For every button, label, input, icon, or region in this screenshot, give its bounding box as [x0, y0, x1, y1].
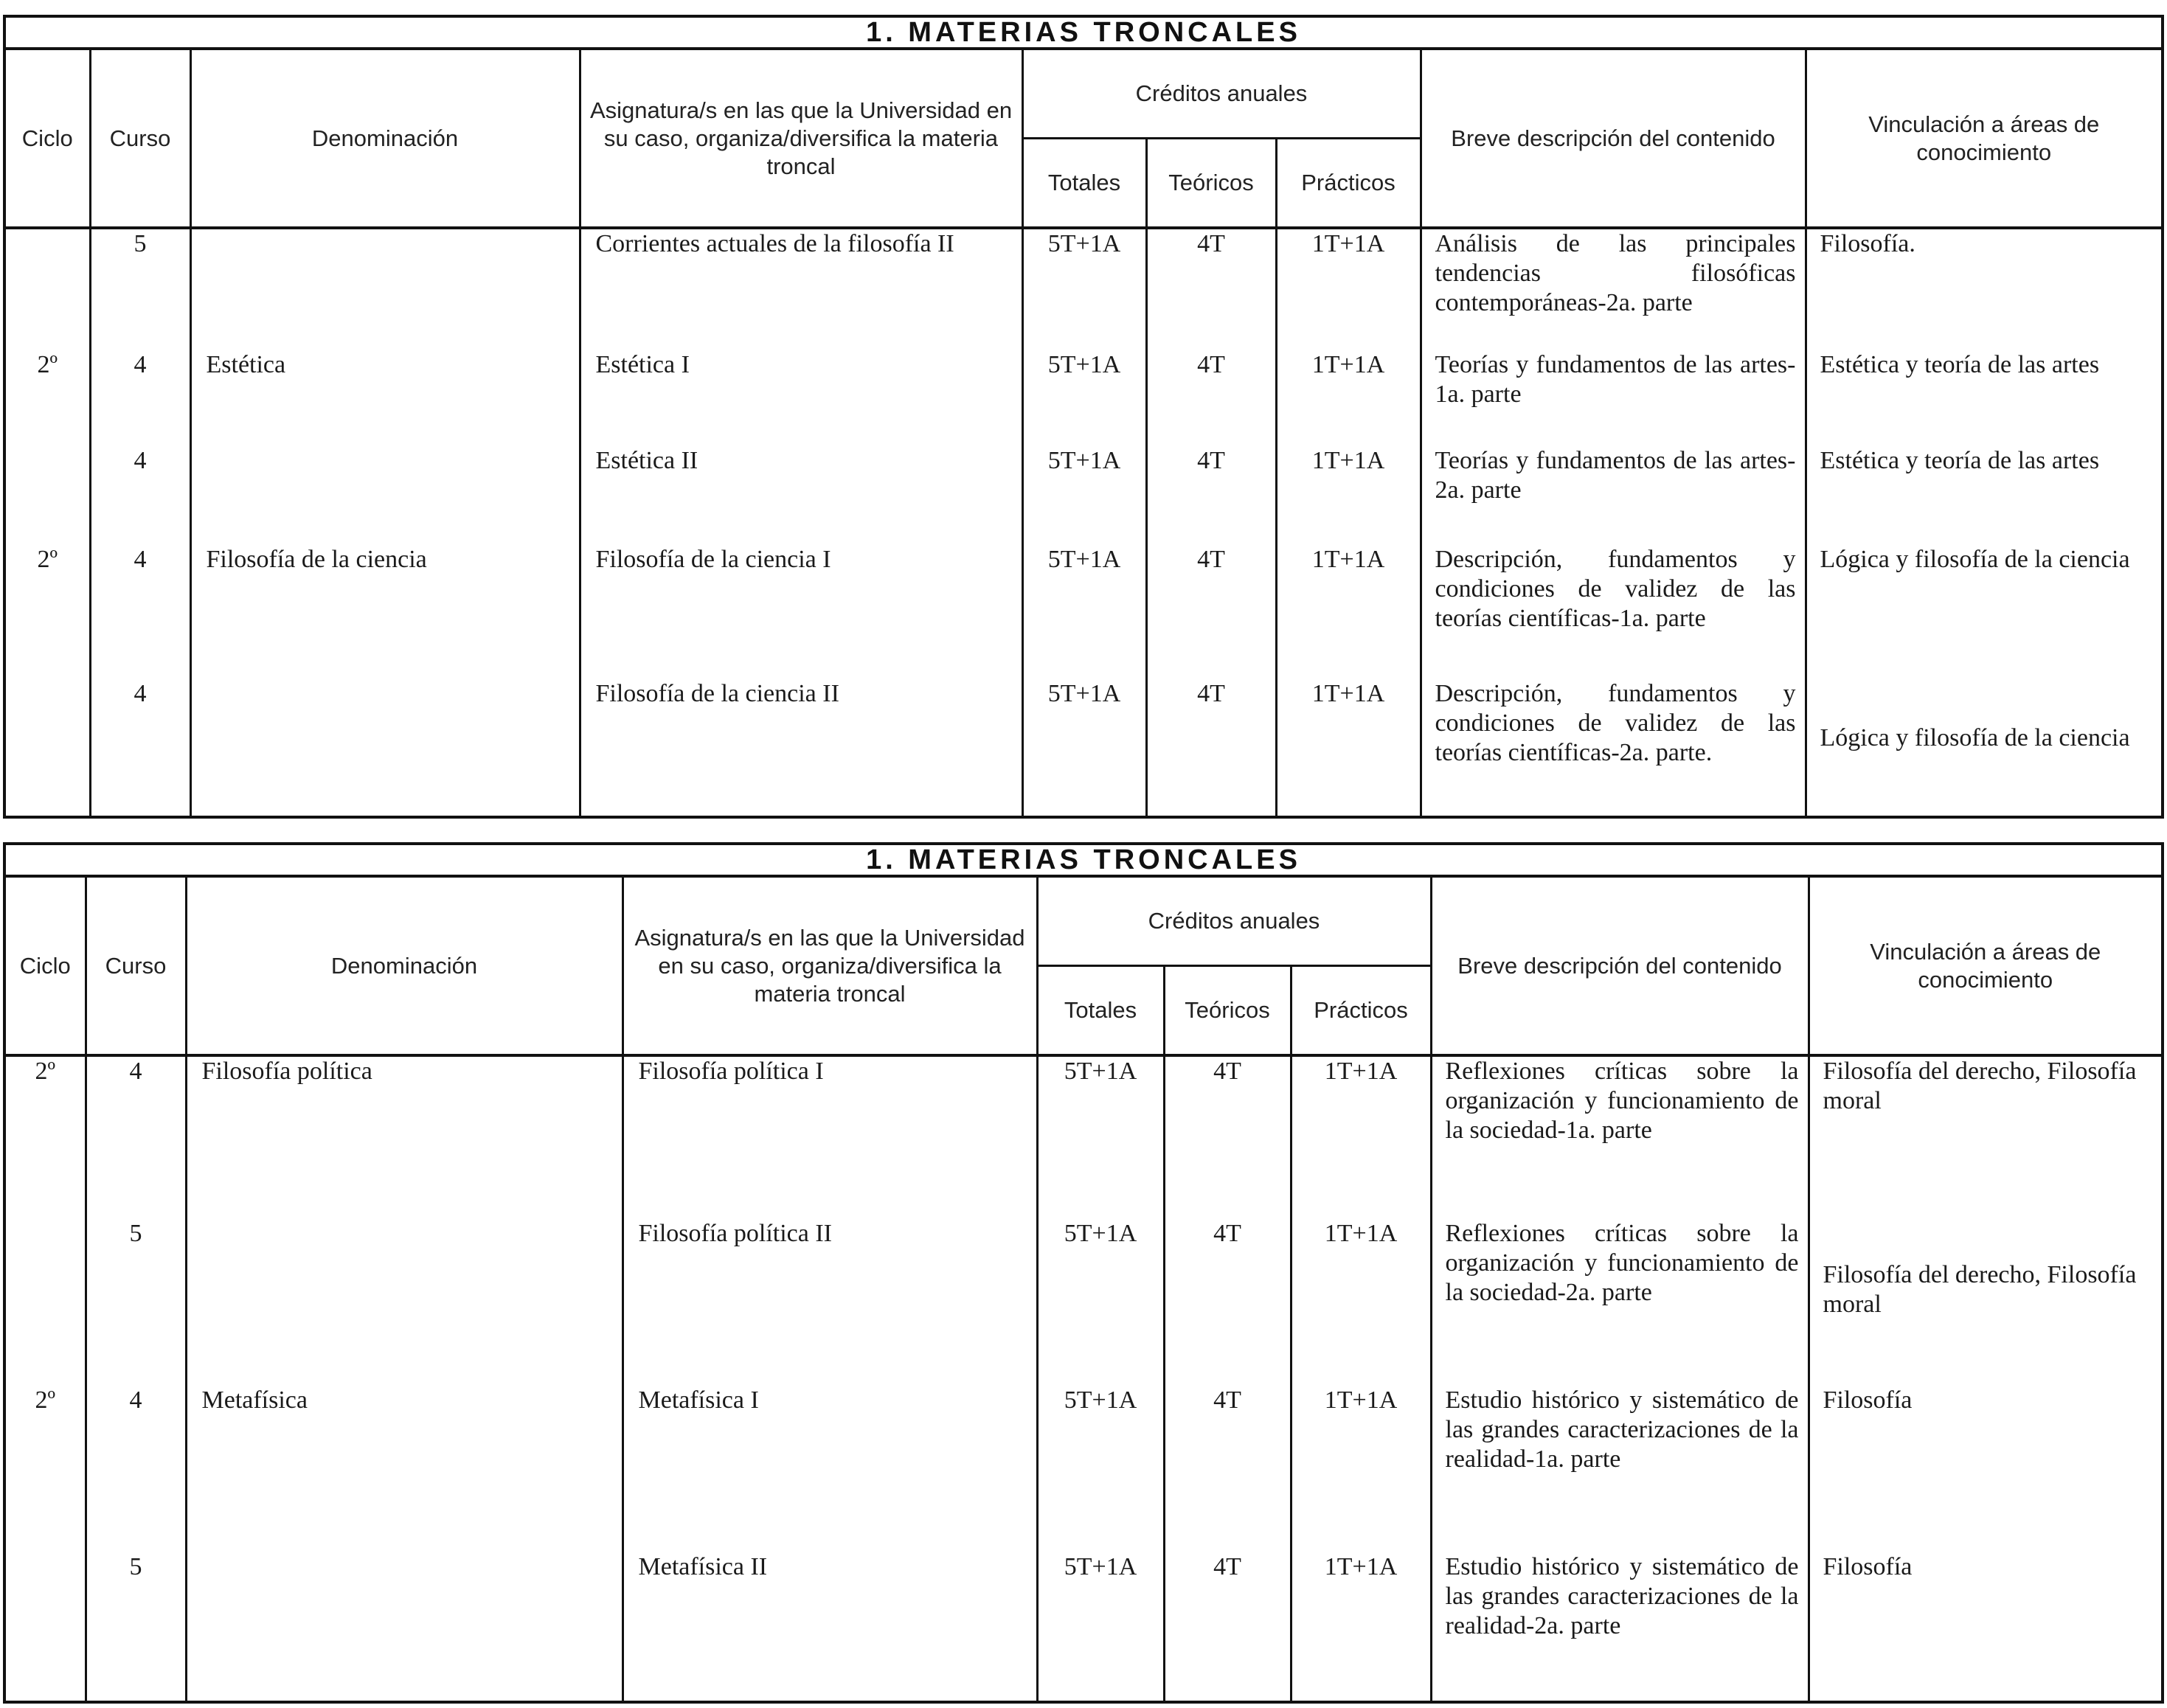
cell-ciclo	[4, 446, 90, 545]
cell-totales: 5T+1A	[1022, 679, 1146, 817]
cell-denominacion	[190, 228, 580, 350]
header-descripcion: Breve descripción del contenido	[1421, 49, 1806, 228]
header-totales: Totales	[1022, 139, 1146, 229]
cell-practicos: 1T+1A	[1291, 1055, 1431, 1219]
cell-vinculacion: Filosofía del derecho, Filosofía moral	[1809, 1055, 2163, 1219]
cell-teoricos: 4T	[1146, 350, 1276, 446]
cell-ciclo: 2º	[4, 1386, 86, 1552]
cell-ciclo: 2º	[4, 545, 90, 679]
cell-curso: 4	[90, 545, 190, 679]
cell-descripcion: Estudio histórico y sistemático de las grandes caracterizaciones de la realidad-1a. parte	[1431, 1386, 1809, 1552]
cell-denominacion	[190, 679, 580, 817]
cell-vinculacion: Filosofía del derecho, Filosofía moral	[1809, 1219, 2163, 1386]
cell-descripcion: Teorías y fundamentos de las artes-2a. parte	[1421, 446, 1806, 545]
header-denominacion: Denominación	[190, 49, 580, 228]
cell-practicos: 1T+1A	[1276, 228, 1421, 350]
cell-totales: 5T+1A	[1037, 1219, 1164, 1386]
cell-totales: 5T+1A	[1022, 545, 1146, 679]
cell-ciclo: 2º	[4, 350, 90, 446]
header-creditos: Créditos anuales	[1037, 876, 1431, 966]
table-row	[4, 1386, 2163, 1552]
cell-teoricos: 4T	[1164, 1219, 1291, 1386]
header-asignaturas: Asignatura/s en las que la Universidad en su caso, organiza/diversifica la materia troncal	[580, 49, 1022, 228]
cell-vinculacion: Filosofía.	[1806, 228, 2163, 350]
cell-denominacion: Filosofía política	[186, 1055, 623, 1219]
cell-asignatura: Metafísica II	[623, 1552, 1037, 1702]
cell-curso: 4	[86, 1055, 186, 1219]
cell-descripcion: Descripción, fundamentos y condiciones de validez de las teorías científicas-1a. parte	[1421, 545, 1806, 679]
cell-asignatura: Estética I	[580, 350, 1022, 446]
cell-asignatura: Filosofía de la ciencia I	[580, 545, 1022, 679]
cell-vinculacion: Filosofía	[1809, 1386, 2163, 1552]
header-vinculacion: Vinculación a áreas de conocimiento	[1806, 49, 2163, 228]
materias-troncales-table-2	[3, 842, 2164, 1704]
cell-ciclo	[4, 679, 90, 817]
cell-practicos: 1T+1A	[1291, 1386, 1431, 1552]
section-title: 1. MATERIAS TRONCALES	[4, 16, 2163, 49]
table-row	[4, 228, 2163, 350]
header-practicos: Prácticos	[1291, 966, 1431, 1056]
header-denominacion: Denominación	[186, 876, 623, 1055]
cell-descripcion: Teorías y fundamentos de las artes-1a. parte	[1421, 350, 1806, 446]
header-ciclo: Ciclo	[4, 876, 86, 1055]
cell-practicos: 1T+1A	[1276, 545, 1421, 679]
cell-asignatura: Filosofía política II	[623, 1219, 1037, 1386]
cell-denominacion	[190, 446, 580, 545]
cell-vinculacion: Estética y teoría de las artes	[1806, 446, 2163, 545]
cell-denominacion: Estética	[190, 350, 580, 446]
cell-totales: 5T+1A	[1022, 446, 1146, 545]
cell-asignatura: Metafísica I	[623, 1386, 1037, 1552]
cell-practicos: 1T+1A	[1291, 1219, 1431, 1386]
cell-practicos: 1T+1A	[1276, 679, 1421, 817]
cell-denominacion: Filosofía de la ciencia	[190, 545, 580, 679]
cell-practicos: 1T+1A	[1276, 446, 1421, 545]
table-row	[4, 350, 2163, 446]
cell-curso: 5	[86, 1219, 186, 1386]
cell-curso: 4	[90, 679, 190, 817]
table-row	[4, 545, 2163, 679]
cell-descripcion: Estudio histórico y sistemático de las grandes caracterizaciones de la realidad-2a. parte	[1431, 1552, 1809, 1702]
header-asignaturas: Asignatura/s en las que la Universidad en su caso, organiza/diversifica la materia troncal	[623, 876, 1037, 1055]
cell-curso: 4	[86, 1386, 186, 1552]
cell-asignatura: Corrientes actuales de la filosofía II	[580, 228, 1022, 350]
section-title: 1. MATERIAS TRONCALES	[4, 844, 2163, 876]
cell-totales: 5T+1A	[1037, 1055, 1164, 1219]
cell-vinculacion: Estética y teoría de las artes	[1806, 350, 2163, 446]
cell-curso: 5	[90, 228, 190, 350]
cell-descripcion: Análisis de las principales tendencias filosóficas contemporáneas-2a. parte	[1421, 228, 1806, 350]
cell-denominacion: Metafísica	[186, 1386, 623, 1552]
cell-asignatura: Filosofía de la ciencia II	[580, 679, 1022, 817]
cell-vinculacion: Lógica y filosofía de la ciencia	[1806, 679, 2163, 817]
materias-troncales-table-1	[3, 15, 2164, 819]
cell-practicos: 1T+1A	[1276, 350, 1421, 446]
cell-teoricos: 4T	[1146, 545, 1276, 679]
cell-ciclo	[4, 1552, 86, 1702]
cell-descripcion: Reflexiones críticas sobre la organización y funcionamiento de la sociedad-2a. parte	[1431, 1219, 1809, 1386]
cell-teoricos: 4T	[1146, 228, 1276, 350]
header-descripcion: Breve descripción del contenido	[1431, 876, 1809, 1055]
cell-totales: 5T+1A	[1022, 228, 1146, 350]
cell-ciclo: 2º	[4, 1055, 86, 1219]
cell-denominacion	[186, 1219, 623, 1386]
header-vinculacion: Vinculación a áreas de conocimiento	[1809, 876, 2163, 1055]
cell-descripcion: Reflexiones críticas sobre la organización y funcionamiento de la sociedad-1a. parte	[1431, 1055, 1809, 1219]
cell-teoricos: 4T	[1164, 1552, 1291, 1702]
cell-curso: 5	[86, 1552, 186, 1702]
cell-vinculacion: Filosofía	[1809, 1552, 2163, 1702]
cell-curso: 4	[90, 446, 190, 545]
cell-asignatura: Estética II	[580, 446, 1022, 545]
header-curso: Curso	[86, 876, 186, 1055]
header-teoricos: Teóricos	[1164, 966, 1291, 1056]
header-totales: Totales	[1037, 966, 1164, 1056]
table-row	[4, 679, 2163, 817]
cell-teoricos: 4T	[1146, 679, 1276, 817]
table-row	[4, 1055, 2163, 1219]
header-teoricos: Teóricos	[1146, 139, 1276, 229]
cell-curso: 4	[90, 350, 190, 446]
table-row	[4, 446, 2163, 545]
cell-ciclo	[4, 228, 90, 350]
cell-teoricos: 4T	[1164, 1055, 1291, 1219]
cell-totales: 5T+1A	[1037, 1552, 1164, 1702]
cell-ciclo	[4, 1219, 86, 1386]
cell-asignatura: Filosofía política I	[623, 1055, 1037, 1219]
table-row	[4, 1219, 2163, 1386]
table-row	[4, 1552, 2163, 1702]
cell-vinculacion: Lógica y filosofía de la ciencia	[1806, 545, 2163, 679]
header-curso: Curso	[90, 49, 190, 228]
cell-teoricos: 4T	[1164, 1386, 1291, 1552]
header-practicos: Prácticos	[1276, 139, 1421, 229]
cell-descripcion: Descripción, fundamentos y condiciones de validez de las teorías científicas-2a. parte.	[1421, 679, 1806, 817]
cell-totales: 5T+1A	[1022, 350, 1146, 446]
cell-practicos: 1T+1A	[1291, 1552, 1431, 1702]
header-ciclo: Ciclo	[4, 49, 90, 228]
cell-teoricos: 4T	[1146, 446, 1276, 545]
header-creditos: Créditos anuales	[1022, 49, 1421, 139]
cell-totales: 5T+1A	[1037, 1386, 1164, 1552]
cell-denominacion	[186, 1552, 623, 1702]
